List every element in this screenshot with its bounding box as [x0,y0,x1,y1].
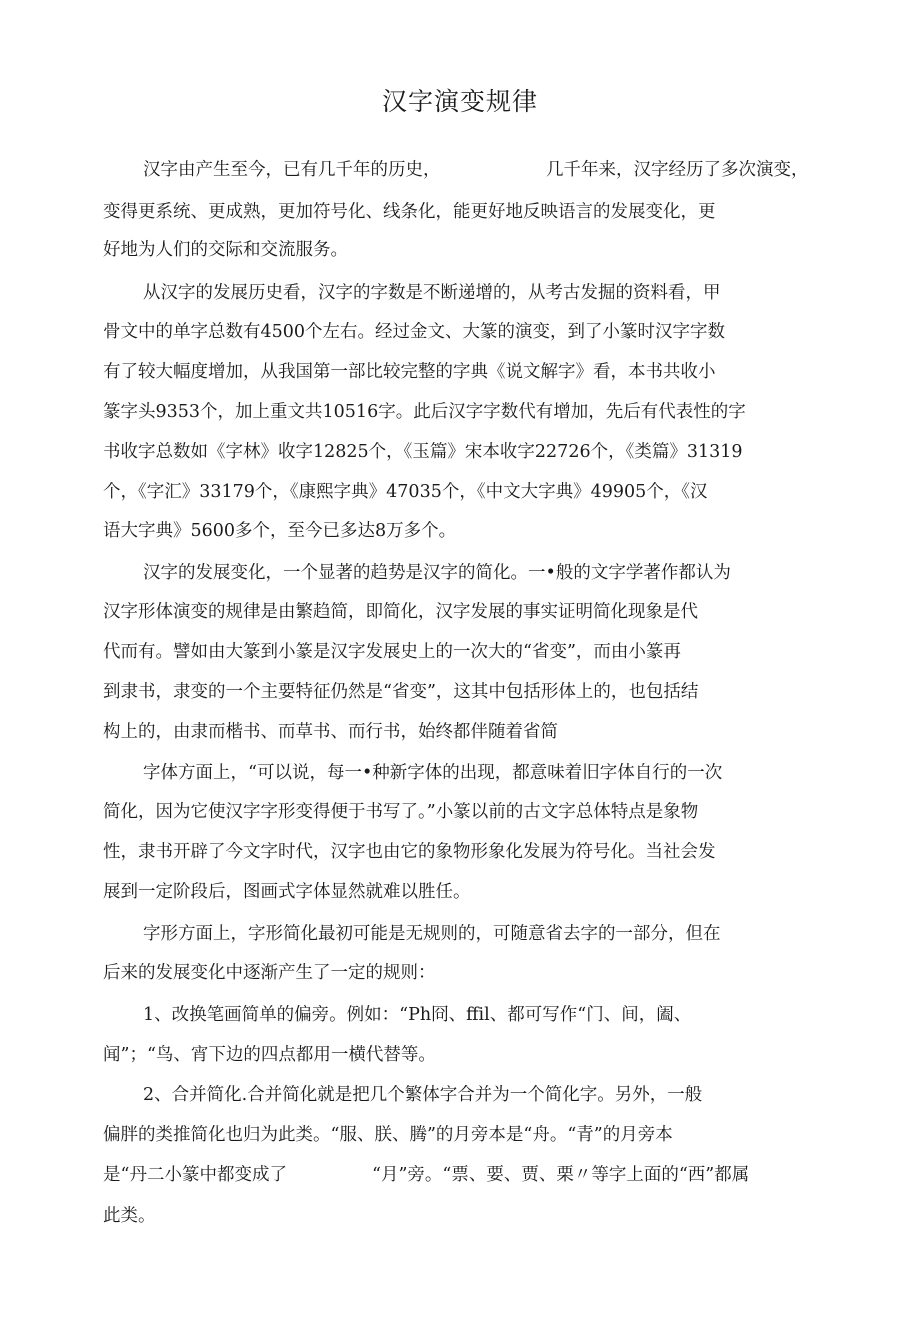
text-line: 字体方面上，“可以说，每一•种新字体的出现，都意味着旧字体自行的一次 [143,763,723,783]
text-line: 后来的发展变化中逐渐产生了一定的规则： [103,963,436,983]
text-line: 书收字总数如《字林》收字12825个，《玉篇》宋本收字22726个，《类篇》31319 [103,442,743,462]
text-line: 汉字形体演变的规律是由繁趋简，即简化，汉字发展的事实证明简化现象是代 [103,602,698,622]
page-title: 汉字演变规律 [381,87,538,116]
text-line: 展到一定阶段后，图画式字体显然就难以胜任。 [103,882,471,902]
text-line: 变得更系统、更成熟，更加符号化、线条化，能更好地反映语言的发展变化，更 [103,202,716,222]
text-line: 有了较大幅度增加，从我国第一部比较完整的字典《说文解字》看，本书共收小 [103,362,716,382]
text-line: 篆字头9353个，加上重文共10516字。此后汉字字数代有增加，先后有代表性的字 [103,402,746,422]
list-item-1: 1、改换笔画简单的偏旁。例如：“Ph冏、ffil、都可写作“门、间，阖、 [143,1005,692,1025]
text-line: 偏胖的类推简化也归为此类。“服、朕、腾”的月旁本是“舟。“青”的月旁本 [103,1125,673,1145]
text-line: “月”旁。“票、要、贾、栗〃等字上面的“西”都属 [372,1165,750,1185]
text-line: 代而有。譬如由大篆到小篆是汉字发展史上的一次大的“省变”，而由小篆再 [103,642,681,662]
text-line: 到隶书，隶变的一个主要特征仍然是“省变”，这其中包括形体上的，也包括结 [103,682,699,702]
text-line: 汉字的发展变化，一个显著的趋势是汉字的简化。一•般的文字学著作都认为 [143,563,731,583]
text-line: 简化，因为它使汉字字形变得便于书写了。”小篆以前的古文字总体特点是象物 [103,802,699,822]
text-line: 个，《字汇》33179个，《康熙字典》47035个，《中文大字典》49905个，《汉 [103,482,708,502]
text-line: 构上的，由隶而楷书、而草书、而行书，始终都伴随着省简 [103,722,558,742]
text-line: 几千年来，汉字经历了多次演变， [546,160,809,180]
text-line: 骨文中的单字总数有4500个左右。经过金文、大篆的演变，到了小篆时汉字字数 [103,322,726,342]
text-line: 性，隶书开辟了今文字时代，汉字也由它的象物形象化发展为符号化。当社会发 [103,842,716,862]
text-line: 好地为人们的交际和交流服务。 [103,240,348,260]
text-line: 语大字典》5600多个，至今已多达8万多个。 [103,521,457,541]
text-line: 字形方面上，字形简化最初可能是无规则的，可随意省去字的一部分，但在 [143,924,721,944]
text-line: 此类。 [103,1206,156,1226]
list-item-2: 2、合并简化.合并简化就是把几个繁体字合并为一个简化字。另外，一般 [143,1085,703,1105]
text-line: 从汉字的发展历史看，汉字的字数是不断递增的，从考古发掘的资料看，甲 [143,283,721,303]
text-line: 闻”；“鸟、宵下边的四点都用一横代替等。 [103,1045,436,1065]
text-line: 是“丹二小篆中都变成了 [103,1165,287,1185]
text-line: 汉字由产生至今，已有几千年的历史， [143,160,441,180]
